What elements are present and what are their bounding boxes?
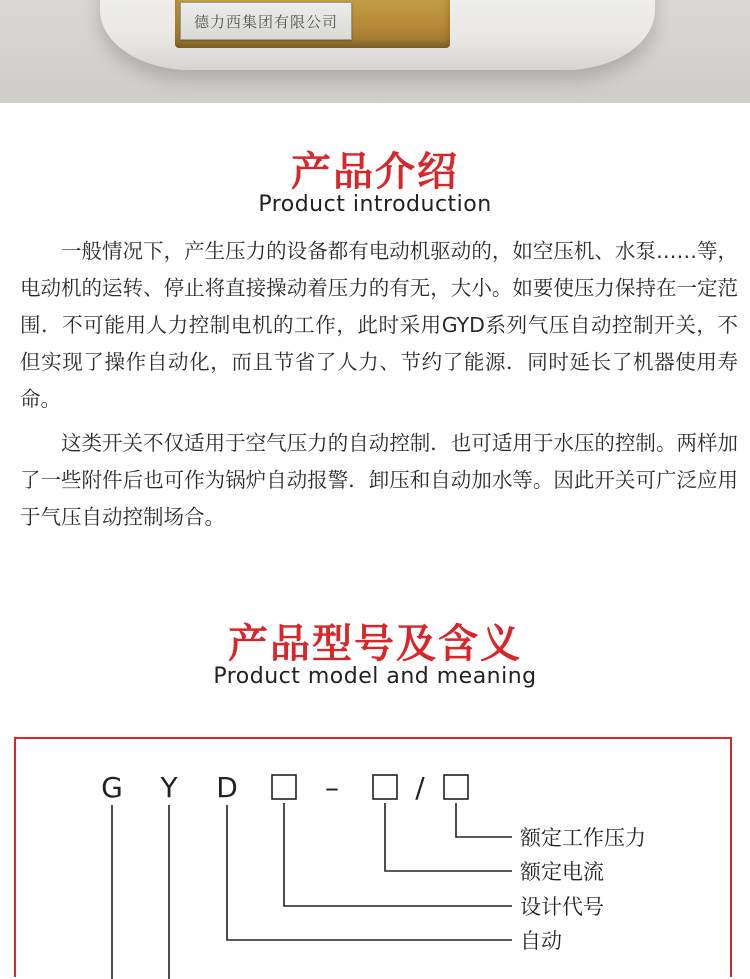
separator-slash: / [415,771,425,804]
placeholder-box-pressure [444,775,468,799]
model-code-diagram [14,737,732,977]
placeholder-box-design [272,775,296,799]
intro-paragraph-2: 这类开关不仅适用于空气压力的自动控制．也可适用于水压的控制。两样加了一些附件后也可作为锅炉自动报警．卸压和自动加水等。因此开关可广泛应用于气压自动控制场合。 [20,431,738,529]
intro-title-en: Product introduction [258,192,492,217]
intro-title-cn: 产品介绍 [291,149,459,195]
model-title-en: Product model and meaning [213,664,537,689]
meaning-design-code: 设计代号 [520,895,604,919]
meaning-rated-pressure: 额定工作压力 [520,826,646,850]
code-letter-y: Y [160,771,178,804]
model-code-svg [16,739,734,979]
separator-dash: – [325,771,339,804]
meaning-rated-current: 额定电流 [520,860,604,884]
leader-line-design [284,803,512,906]
code-letter-g: G [101,771,123,804]
nameplate: 德力西集团有限公司 [180,2,352,40]
placeholder-box-current [373,775,397,799]
code-letter-d: D [216,771,238,804]
intro-paragraph-1: 一般情况下，产生压力的设备都有电动机驱动的，如空压机、水泵……等，电动机的运转、停止将直接操动着压力的有无，大小。如要使压力保持在一定范围．不可能用人力控制电机的工作，此时采用GYD系列气压自动控制开关，不但实现了操作自动化，而且节省了人力、节约了能源．同时延长了机器使用寿命。 [20,239,738,411]
product-photo [0,0,750,103]
model-title-cn: 产品型号及含义 [228,621,522,667]
leader-line-pressure [456,803,512,837]
leader-line-auto [227,805,512,940]
meaning-automatic: 自动 [520,929,562,953]
